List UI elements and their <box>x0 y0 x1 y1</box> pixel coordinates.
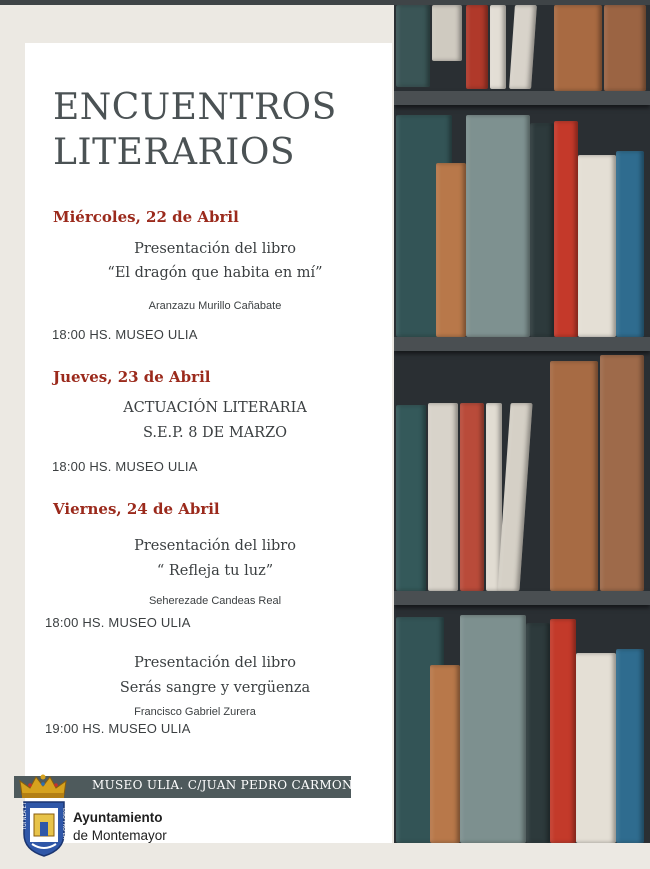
event-title: “El dragón que habita en mí” <box>107 265 323 281</box>
book <box>466 115 530 337</box>
book <box>576 653 616 843</box>
book <box>460 403 484 591</box>
book <box>578 155 616 337</box>
shelf-board <box>394 337 650 351</box>
poster-title <box>53 85 383 175</box>
book <box>550 619 576 843</box>
book <box>600 355 644 591</box>
event-title: S.E.P. 8 DE MARZO <box>142 425 288 441</box>
address-text: MUSEO ULIA. C/JUAN PEDRO CARMONA, 6 <box>92 778 378 792</box>
book <box>554 121 578 337</box>
event-line: Presentación del libro <box>134 655 296 671</box>
shield-motto-right: EGO PRO EA <box>61 808 67 840</box>
event-time: 18:00 HS. MUSEO ULIA <box>45 615 191 630</box>
event-line: ACTUACIÓN LITERARIA <box>123 400 307 416</box>
event-title: Serás sangre y vergüenza <box>119 680 311 696</box>
book <box>396 5 430 87</box>
event-line: Presentación del libro <box>134 538 296 554</box>
shield-icon <box>20 800 68 858</box>
book <box>436 163 466 337</box>
book <box>509 5 537 89</box>
event-time: 18:00 HS. MUSEO ULIA <box>52 459 198 474</box>
book <box>604 5 646 91</box>
book <box>554 5 602 91</box>
event-date: Viernes, 24 de Abril <box>53 500 220 518</box>
event-time: 19:00 HS. MUSEO ULIA <box>45 721 191 736</box>
book <box>490 5 506 89</box>
book <box>460 615 526 843</box>
book <box>616 151 644 337</box>
event-author: Aranzazu Murillo Cañabate <box>148 300 282 312</box>
shield-motto-left: TUI NEA ET <box>22 802 28 830</box>
event-author: Francisco Gabriel Zurera <box>134 706 256 718</box>
title-line-2: LITERARIOS <box>53 132 296 173</box>
municipality-name: Ayuntamiento <box>73 810 163 825</box>
book <box>396 405 426 591</box>
content-panel <box>25 43 392 843</box>
event-line: Presentación del libro <box>134 241 296 257</box>
book <box>616 649 644 843</box>
event-time: 18:00 HS. MUSEO ULIA <box>52 327 198 342</box>
book <box>430 665 460 843</box>
shelf-board <box>394 91 650 105</box>
book <box>466 5 488 89</box>
book <box>497 403 532 591</box>
event-date: Jueves, 23 de Abril <box>53 368 211 386</box>
event-title: “ Refleja tu luz” <box>156 563 274 579</box>
crown-icon <box>18 773 68 799</box>
book <box>530 123 554 337</box>
municipality-place: de Montemayor <box>73 828 167 843</box>
event-date: Miércoles, 22 de Abril <box>53 208 239 226</box>
event-author: Seherezade Candeas Real <box>148 595 282 607</box>
title-line-1: ENCUENTROS <box>53 87 337 128</box>
book <box>550 361 598 591</box>
book <box>526 623 550 843</box>
shelf-board <box>394 591 650 605</box>
book <box>432 5 462 61</box>
bookshelf-photo <box>394 5 650 843</box>
book <box>428 403 458 591</box>
